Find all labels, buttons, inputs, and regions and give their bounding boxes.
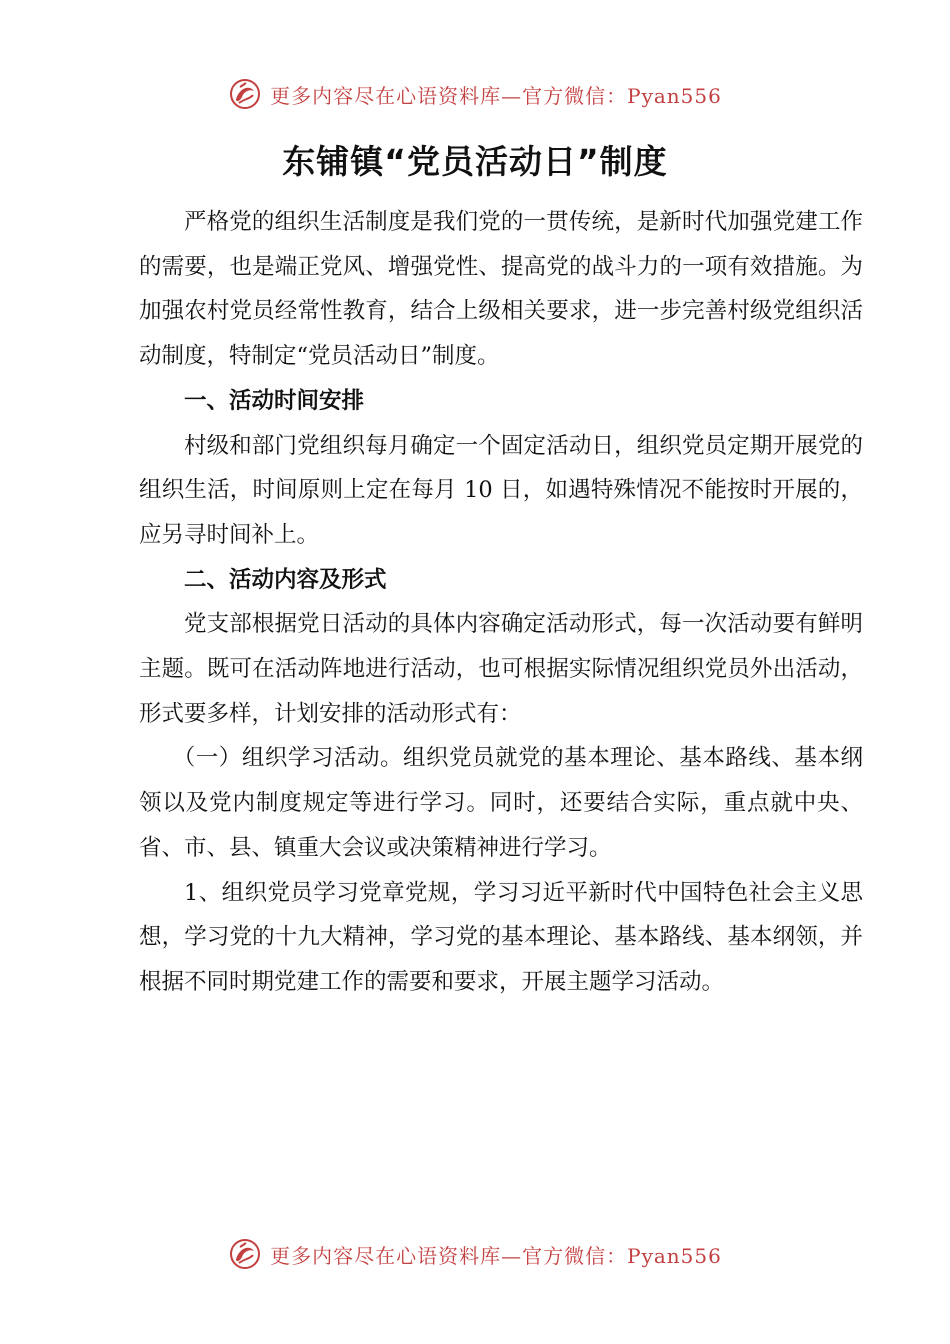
header-banner xyxy=(0,72,950,116)
section-2-paragraph: 党支部根据党日活动的具体内容确定活动形式，每一次活动要有鲜明主题。既可在活动阵地进行活动，也可根据实际情况组织党员外出活动，形式要多样，计划安排的活动形式有： xyxy=(139,611,863,727)
banner-wechat-id: Pyan556 xyxy=(627,1243,722,1268)
banner-text: 更多内容尽在心语资料库—官方微信：Pyan556 xyxy=(270,83,722,108)
banner-wechat-id: Pyan556 xyxy=(627,83,722,108)
item-1-paragraph: 1、组织党员学习党章党规，学习习近平新时代中国特色社会主义思想，学习党的十九大精神，学习党的基本理论、基本路线、基本纲领，并根据不同时期党建工作的需要和要求，开展主题学习活动。 xyxy=(139,879,863,995)
document-title: 东铺镇“党员活动日”制度 xyxy=(282,142,668,181)
ribbon-swirl-logo-icon xyxy=(228,1237,262,1271)
document-body xyxy=(139,200,863,1005)
section-heading-2: 二、活动内容及形式 xyxy=(184,566,387,593)
section-1-paragraph: 村级和部门党组织每月确定一个固定活动日，组织党员定期开展党的组织生活，时间原则上定在每月 10 日，如遇特殊情况不能按时开展的，应另寻时间补上。 xyxy=(139,432,863,548)
ribbon-swirl-logo-icon xyxy=(228,77,262,111)
footer-banner xyxy=(0,1232,950,1276)
section-heading-1: 一、活动时间安排 xyxy=(184,387,365,414)
banner-text: 更多内容尽在心语资料库—官方微信：Pyan556 xyxy=(270,1243,722,1268)
subsection-1-paragraph: （一）组织学习活动。组织党员就党的基本理论、基本路线、基本纲领以及党内制度规定等进行学习。同时，还要结合实际，重点就中央、省、市、县、镇重大会议或决策精神进行学习。 xyxy=(139,745,863,861)
intro-paragraph: 严格党的组织生活制度是我们党的一贯传统，是新时代加强党建工作的需要，也是端正党风、增强党性、提高党的战斗力的一项有效措施。为加强农村党员经常性教育，结合上级相关要求，进一步完善村级党组织活动制度，特制定“党员活动日”制度。 xyxy=(139,209,863,370)
